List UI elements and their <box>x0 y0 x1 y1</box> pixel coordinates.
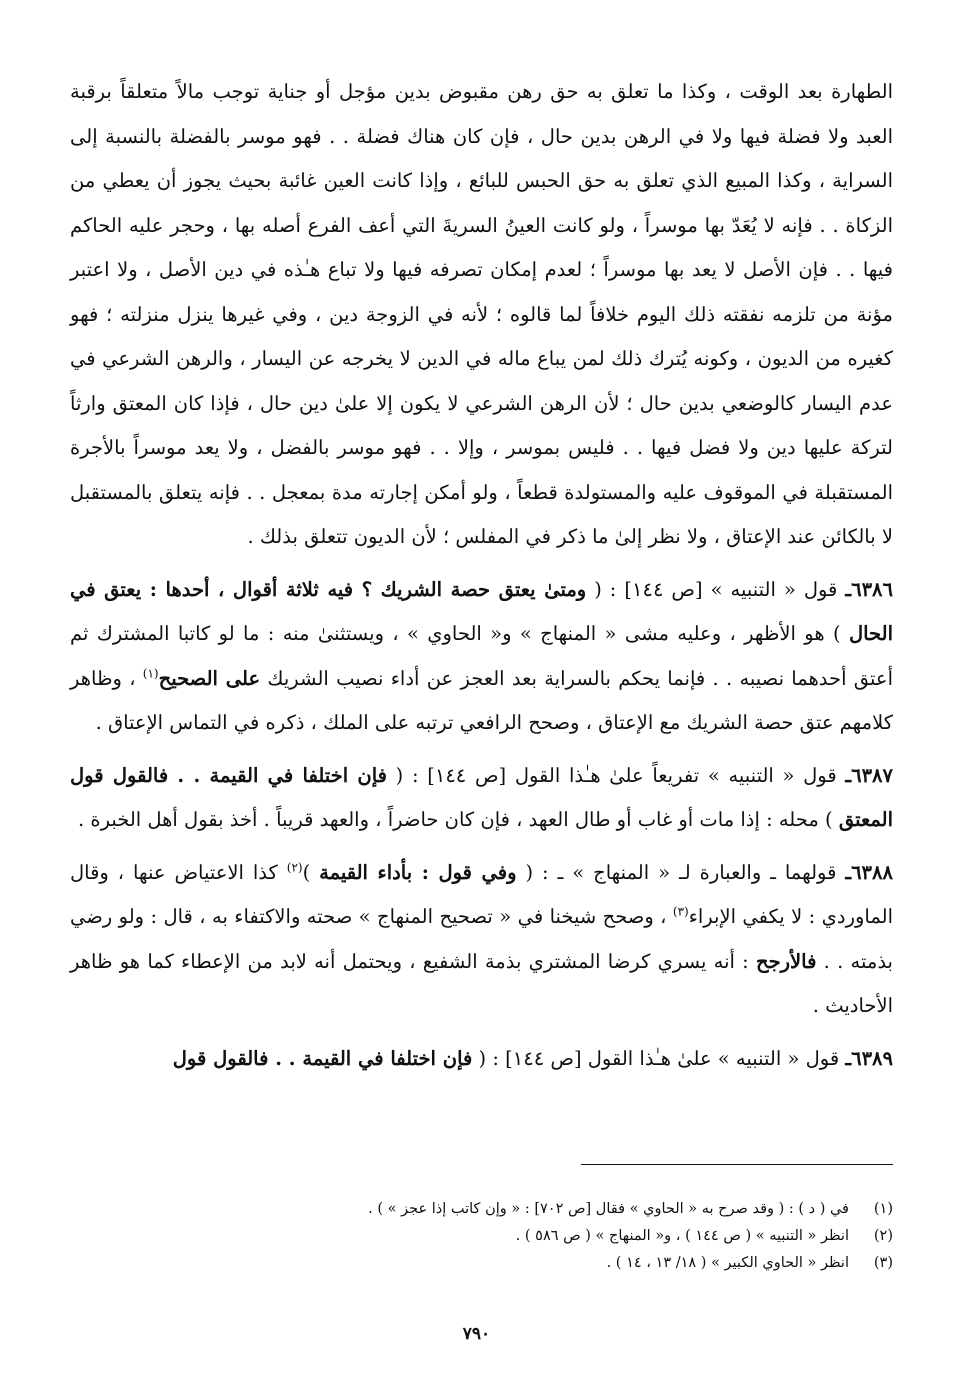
page-number: ٧٩٠ <box>462 1324 491 1344</box>
paragraph-text: ) محله : إذا مات أو غاب أو طال العهد ، فإن كان حاضراً ، والعهد قريباً . أخذ بقول أهل الخبرة . <box>77 808 839 831</box>
footnote-text: في ( د ) : ( وقد صرح به « الحاوي » فقال [ص ٧٠٢] : « وإن كاتب إذا عجز » ) . <box>368 1201 849 1217</box>
paragraph-text: ) <box>302 860 320 884</box>
quoted-text: وفي قول : بأداء القيمة <box>319 860 517 884</box>
footnote-text: انظر « التنبيه » ( ص ١٤٤ ) ، و« المنهاج » ( ص ٥٨٦ ) . <box>515 1228 849 1244</box>
paragraph-text: ، وصحح شيخنا في « تصحيح المنهاج » صحته والاكتفاء به ، قال : ولو رضي بذمته . . <box>70 905 893 973</box>
footnote-number: (٢) <box>873 1228 893 1244</box>
paragraph-text: قول « التنبيه » [ص ١٤٤] : ( <box>586 577 846 601</box>
footnote-1 <box>70 1196 893 1223</box>
footnote-separator <box>581 1164 893 1165</box>
paragraph-6387 <box>70 754 893 843</box>
paragraph-text: : أنه يسري كرضا المشتري بذمة الشفيع ، ويحتمل أنه لابد من الإعطاء كما هو ظاهر الأحاديث . <box>70 949 893 1017</box>
footnote-marker[interactable]: (٢) <box>286 860 303 874</box>
paragraph-continuation: الطهارة بعد الوقت ، وكذا ما تعلق به حق رهن مقبوض بدين مؤجل أو جناية توجب مالاً متعلقاً برقبة العبد ولا فضلة فيها ولا في الرهن بدين حال ، فإن كان هناك فضلة . . فهو موسر بالفضلة بالنسبة إلى السراية ، وكذا المبيع الذي تعلق به حق الحبس للبائع ، وإذا كانت العين غائبة بحيث يجوز أن يعطي من الزكاة . . فإنه لا يُعَدّ بها موسراً ، ولو كانت العينُ السريةَ التي أعف الفرع أصله بها ، وحجر عليه الحاكم فيها . . فإن الأصل لا يعد بها موسراً ؛ لعدم إمكان تصرفه فيها ولا تباع هـٰذه في دين الأصل ، ولا اعتبر مؤنة من تلزمه نفقته ذلك اليوم خلافاً لما قالوه ؛ لأنه في الزوجة دين ، وفي غيرها ينزل منزلته ؛ فهو كغيره من الديون ، وكونه يُترك ذلك لمن يباع ماله في الدين لا يخرجه عن اليسار ، والرهن الشرعي في عدم اليسار كالوضعي بدين حال ؛ لأن الرهن الشرعي لا يكون إلا علىٰ دين حال ، فإذا كان المعتق وارثاً لتركة عليها دين ولا فضل فيها . . فليس بموسر ، وإلا . . فهو موسر بالفضل ، ولا يعد موسراً بالأجرة المستقبلة في الموقوف عليه والمستولدة قطعاً ، ولو أمكن إجارته مدة بمعجل . . فإنه يتعلق بالمستقبل لا بالكائن عند الإعتاق ، ولا نظر إلىٰ ما ذكر في المفلس ؛ لأن الديون تتعلق بذلك . <box>70 80 893 548</box>
paragraph-text: كذا الاعتياض عنها ، وقال الماوردي : لا يكفي الإبراء <box>70 860 893 928</box>
paragraph-6386 <box>70 568 893 746</box>
paragraph-text: ، وظاهر كلامهم عتق حصة الشريك مع الإعتاق ، وصحح الرافعي ترتبه على الملك ، ذكره في التماس الإعتاق . <box>70 666 893 734</box>
footnote-3 <box>70 1250 893 1277</box>
paragraph-text: قول « التنبيه » تفريعاً علىٰ هـٰذا القول [ص ١٤٤] : ( <box>387 763 846 787</box>
footnote-text: انظر « الحاوي الكبير » ( ١٨/ ١٣ ، ١٤ ) . <box>606 1255 849 1271</box>
paragraph-text: ) هو الأظهر ، وعليه مشى « المنهاج » و« الحاوي » ، ويستثنىٰ منه : ما لو كاتبا المشترك ثم أعتق أحدهما نصيبه . . فإنما يحكم بالسراية بعد العجز عن أداء نصيب الشريك <box>70 622 893 690</box>
issue-number: ٦٣٨٨ـ <box>845 860 893 884</box>
footnote-marker[interactable]: (١) <box>142 666 159 680</box>
quoted-text: فإن اختلفا في القيمة . . فالقول قول المعتق <box>70 763 893 831</box>
paragraph-6389 <box>70 1037 893 1082</box>
footnote-2 <box>70 1223 893 1250</box>
footnote-marker[interactable]: (٣) <box>672 904 689 919</box>
bold-phrase: على الصحيح <box>158 666 261 690</box>
footnote-number: (١) <box>873 1201 893 1217</box>
issue-number: ٦٣٨٦ـ <box>845 577 894 601</box>
quoted-text: فإن اختلفا في القيمة . . فالقول قول <box>172 1046 473 1070</box>
quoted-text: ومتىٰ يعتق حصة الشريك ؟ فيه ثلاثة أقوال ، أحدها : يعتق في الحال <box>70 577 893 645</box>
issue-number: ٦٣٨٧ـ <box>845 763 893 787</box>
paragraph-text: قولهما ـ والعبارة لـ « المنهاج » ـ : ( <box>516 860 846 884</box>
bold-phrase: فالأرجح <box>756 949 817 973</box>
issue-number: ٦٣٨٩ـ <box>845 1046 893 1070</box>
paragraph-6388 <box>70 851 893 1029</box>
paragraph-text: قول « التنبيه » علىٰ هـٰذا القول [ص ١٤٤] : ( <box>472 1046 846 1070</box>
footnotes <box>70 1196 893 1277</box>
footnote-number: (٣) <box>873 1255 893 1271</box>
